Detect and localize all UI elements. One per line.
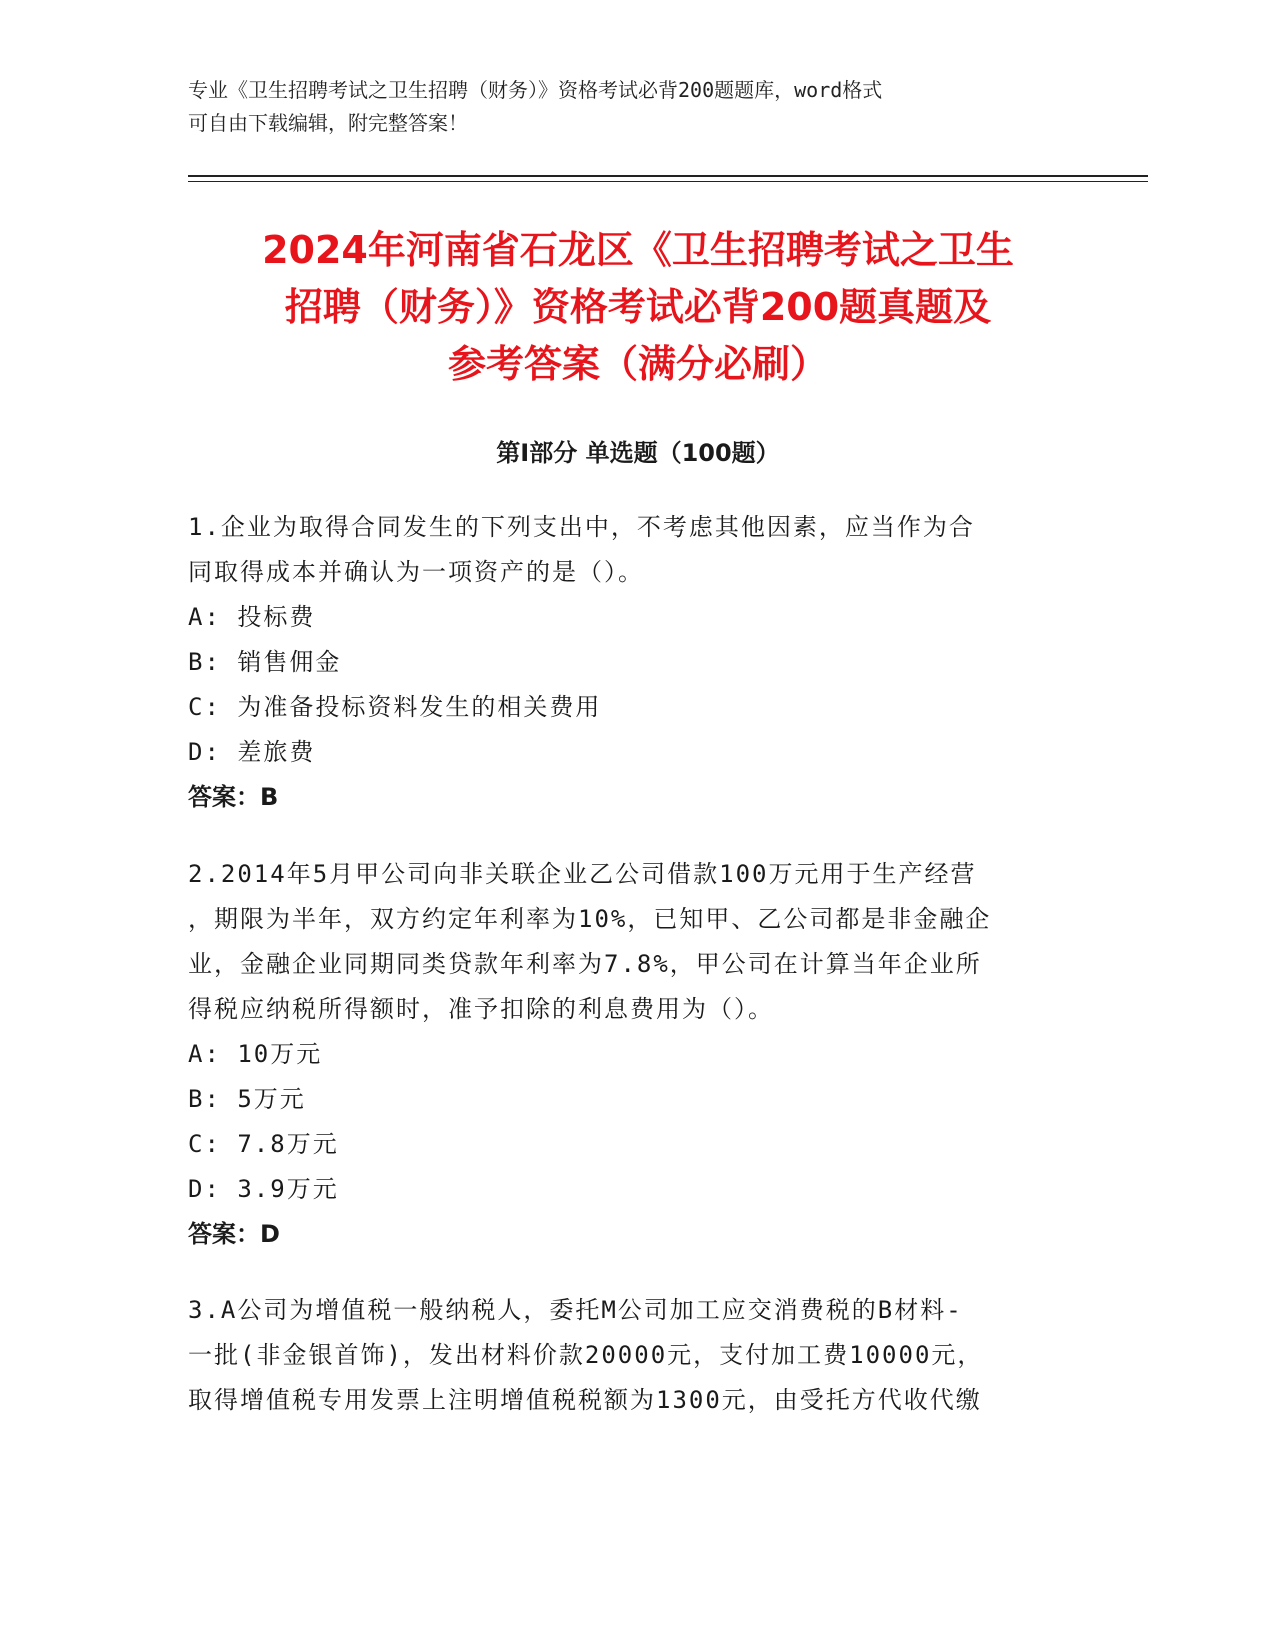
question-1 xyxy=(188,505,1088,820)
question-stem-line: 一批(非金银首饰)，发出材料价款20000元，支付加工费10000元， xyxy=(188,1341,984,1369)
question-2 xyxy=(188,852,1088,1257)
option-b: B: 5万元 xyxy=(188,1085,306,1113)
option-a: A: 投标费 xyxy=(188,603,316,631)
question-stem-line: 得税应纳税所得额时，准予扣除的利息费用为（）。 xyxy=(188,995,774,1023)
option-b: B: 销售佣金 xyxy=(188,648,342,676)
question-stem-line: 同取得成本并确认为一项资产的是（）。 xyxy=(188,558,644,586)
question-stem-line: 取得增值税专用发票上注明增值税税额为1300元，由受托方代收代缴 xyxy=(188,1386,982,1414)
document-title xyxy=(188,222,1088,393)
question-3 xyxy=(188,1288,1088,1423)
question-stem-line: 3.A公司为增值税一般纳税人，委托M公司加工应交消费税的B材料- xyxy=(188,1296,963,1324)
question-stem-line: 业，金融企业同期同类贷款年利率为7.8%，甲公司在计算当年企业所 xyxy=(188,950,982,978)
option-c: C: 为准备投标资料发生的相关费用 xyxy=(188,693,602,721)
header-line-1: 专业《卫生招聘考试之卫生招聘（财务）》资格考试必背200题题库，word格式 xyxy=(188,78,883,102)
question-stem-line: 2.2014年5月甲公司向非关联企业乙公司借款100万元用于生产经营 xyxy=(188,860,977,888)
option-c: C: 7.8万元 xyxy=(188,1130,339,1158)
option-a: A: 10万元 xyxy=(188,1040,323,1068)
header-divider-thin xyxy=(188,181,1148,182)
answer-label: 答案：B xyxy=(188,783,279,811)
title-line-3: 参考答案（满分必刷） xyxy=(447,342,828,386)
title-line-1: 2024年河南省石龙区《卫生招聘考试之卫生 xyxy=(262,228,1014,272)
question-stem-line: ，期限为半年，双方约定年利率为10%，已知甲、乙公司都是非金融企 xyxy=(188,905,992,933)
document-header xyxy=(188,74,1088,140)
section-heading: 第Ⅰ部分 单选题（100题） xyxy=(496,439,780,467)
option-d: D: 差旅费 xyxy=(188,738,316,766)
answer-label: 答案：D xyxy=(188,1220,280,1248)
header-divider-thick xyxy=(188,175,1148,177)
question-stem-line: 1.企业为取得合同发生的下列支出中，不考虑其他因素，应当作为合 xyxy=(188,513,975,541)
header-line-2: 可自由下载编辑，附完整答案！ xyxy=(188,111,468,135)
option-d: D: 3.9万元 xyxy=(188,1175,339,1203)
title-line-2: 招聘（财务）》资格考试必背200题真题及 xyxy=(284,285,992,329)
